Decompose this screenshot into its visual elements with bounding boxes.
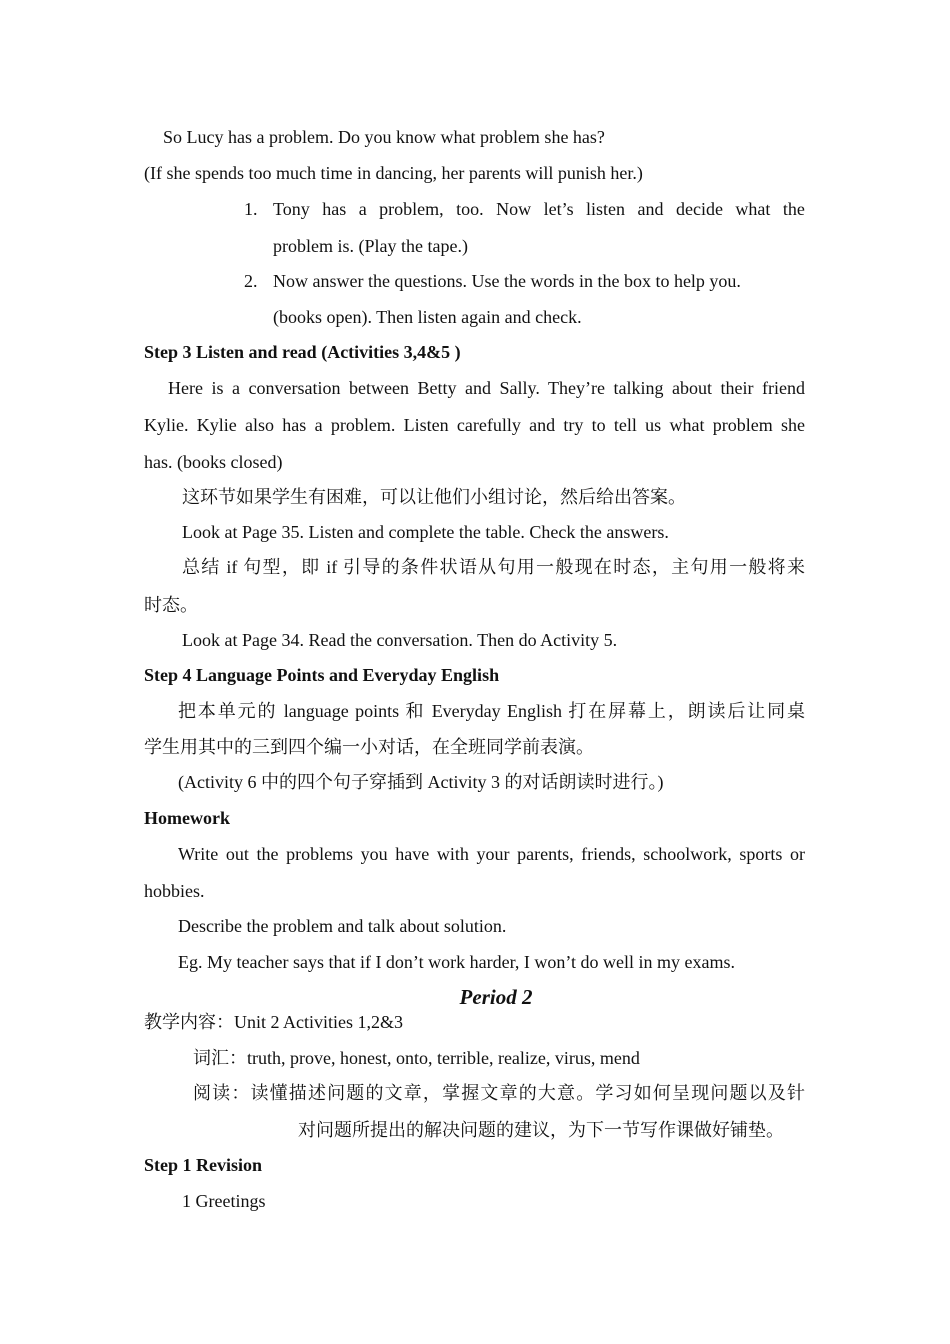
step3-look-page-34: Look at Page 34. Read the conversation. Then do Activity 5. (182, 630, 618, 650)
list-item-1-word: decide (675, 199, 723, 219)
list-number-2: 2. (244, 271, 258, 291)
greetings-line: 1 Greetings (182, 1191, 266, 1211)
reading-line-2: 对问题所提出的解决问题的建议，为下一节写作课做好铺垫。 (298, 1120, 784, 1140)
step3-summary-line-2: 时态。 (144, 595, 198, 615)
list-item-1-word: what (735, 199, 771, 219)
list-item-1-word: Tony (273, 199, 310, 219)
list-item-1-word: problem, (379, 199, 444, 219)
step3-look-page-35: Look at Page 35. Listen and complete the table. Check the answers. (182, 522, 669, 542)
list-item-1-word: has (322, 199, 347, 219)
list-number-1: 1. (244, 199, 258, 219)
step3-para-line-2: Kylie. Kylie also has a problem. Listen carefully and try to tell us what problem she (144, 415, 805, 435)
intro-line-2: (If she spends too much time in dancing, her parents will punish her.) (144, 163, 643, 183)
step3-summary-line-1: 总结 if 句型，即 if 引导的条件状语从句用一般现在时态，主句用一般将来 (182, 557, 805, 577)
reading-line-1: 阅读：读懂描述问题的文章，掌握文章的大意。学习如何呈现问题以及针 (193, 1083, 805, 1103)
list-item-2-line-1: Now answer the questions. Use the words in the box to help you. (273, 271, 741, 291)
step4-line-2: 学生用其中的三到四个编一小对话，在全班同学前表演。 (144, 737, 594, 757)
list-item-1-line-1 (273, 200, 805, 218)
list-item-1-word: listen (586, 199, 626, 219)
list-item-1-word: the (782, 199, 805, 219)
list-item-1-word: let’s (543, 199, 574, 219)
step4-line-1: 把本单元的 language points 和 Everyday English 打在屏幕上，朗读后让同桌 (178, 701, 805, 721)
list-item-1-word: a (358, 199, 367, 219)
step1-heading: Step 1 Revision (144, 1155, 263, 1175)
step3-heading: Step 3 Listen and read (Activities 3,4&5 ) (144, 342, 461, 362)
period-title: Period 2 (459, 985, 533, 1009)
homework-heading: Homework (144, 808, 230, 828)
list-item-1-line-2: problem is. (Play the tape.) (273, 236, 468, 256)
list-item-2-line-2: (books open). Then listen again and check. (273, 307, 582, 327)
homework-line-2: hobbies. (144, 881, 205, 901)
list-item-1-word: Now (496, 199, 532, 219)
list-item-1-word: and (637, 199, 664, 219)
step4-line-3: (Activity 6 中的四个句子穿插到 Activity 3 的对话朗读时进行。) (178, 772, 664, 792)
intro-line-1: So Lucy has a problem. Do you know what problem she has? (163, 127, 605, 147)
step3-para-line-3: has. (books closed) (144, 452, 283, 472)
homework-line-3: Describe the problem and talk about solution. (178, 916, 507, 936)
homework-line-1: Write out the problems you have with your parents, friends, schoolwork, sports or (178, 844, 805, 864)
list-item-1-word: too. (456, 199, 484, 219)
teaching-content: 教学内容：Unit 2 Activities 1,2&3 (144, 1012, 403, 1032)
step3-para-line-1: Here is a conversation between Betty and Sally. They’re talking about their friend (168, 378, 805, 398)
step3-cn-note: 这环节如果学生有困难，可以让他们小组讨论，然后给出答案。 (182, 487, 686, 507)
step4-heading: Step 4 Language Points and Everyday English (144, 665, 500, 685)
vocabulary-line: 词汇：truth, prove, honest, onto, terrible, realize, virus, mend (193, 1048, 640, 1068)
homework-line-4: Eg. My teacher says that if I don’t work harder, I won’t do well in my exams. (178, 952, 735, 972)
